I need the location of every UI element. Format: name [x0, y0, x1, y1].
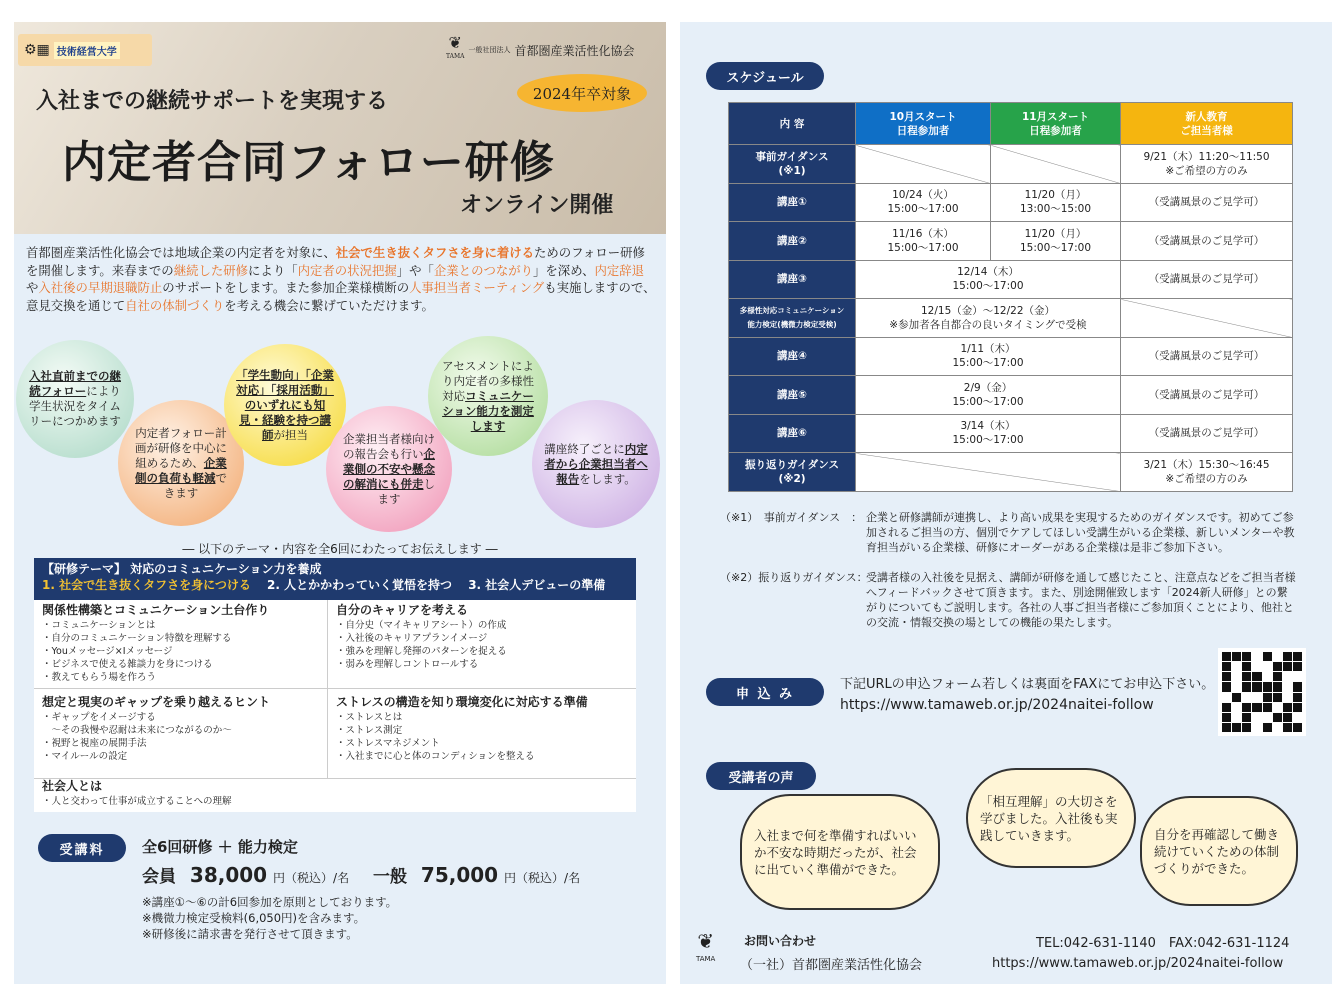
qr-module	[1283, 682, 1292, 691]
general-label: 一般	[373, 867, 407, 887]
qr-module	[1273, 713, 1282, 722]
apply-text: 下記URLの申込フォーム若しくは裏面をFAXにてお申込下さい。	[840, 677, 1215, 692]
schedule-cell: 事前ガイダンス (※1)	[729, 145, 856, 184]
intro-text: 首都圏産業活性化協会では地域企業の内定者を対象に、	[26, 245, 336, 260]
topic-item: ・入社後のキャリアプランイメージ	[336, 633, 488, 644]
circle-text: 企業側の負荷も軽減	[135, 455, 227, 485]
qr-module	[1242, 713, 1251, 722]
circle-text: 企業側の不安や懸念の解消にも併走	[343, 446, 435, 491]
footnote-1-key: （※1） 事前ガイダンス ：	[720, 511, 863, 524]
theme-point: 1. 社会で生き抜くタフさを身につける	[42, 578, 251, 592]
qr-module	[1263, 723, 1272, 732]
schedule-cell: 講座②	[729, 222, 856, 261]
qr-module	[1222, 652, 1231, 661]
qr-code-icon[interactable]	[1218, 648, 1306, 736]
feature-circle	[16, 340, 134, 458]
intro-text: 自社の体制づくり	[125, 297, 225, 313]
topic-item: ・自分史（マイキャリアシート）の作成	[336, 620, 507, 631]
schedule-row	[729, 299, 1293, 338]
qr-module	[1222, 672, 1231, 681]
intro-text: 企業とのつながり	[433, 262, 534, 278]
qr-module	[1283, 662, 1292, 671]
subtitle: 入社までの継続サポートを実現する	[36, 88, 389, 114]
fee-note: ※機微力検定受検料(6,050円)を含みます。	[142, 911, 366, 925]
tools-icon: ⚙▦	[24, 42, 50, 58]
intro-text: 内定者の状況把握	[297, 262, 397, 278]
schedule-cell: （受講風景のご見学可）	[1121, 414, 1293, 453]
qr-module	[1222, 682, 1231, 691]
intro-text: 人事担当者ミーティング	[409, 280, 545, 295]
schedule-cell: 11月スタート 日程参加者	[991, 103, 1121, 145]
university-logo-text: 技術経営大学	[54, 42, 120, 59]
topic-item: ・Youメッセージ×Iメッセージ	[42, 646, 173, 657]
qr-module	[1242, 693, 1251, 702]
circle-text: により学生状況をタイムリーにつかめます	[29, 384, 121, 428]
qr-module	[1252, 723, 1261, 732]
intro-text: を考える機会に繋げていただけます。	[224, 297, 434, 313]
schedule-cell: （受講風景のご見学可）	[1121, 222, 1293, 261]
qr-module	[1283, 652, 1292, 661]
theme-intro: ― 以下のテーマ・内容を全6回にわたってお伝えします ―	[182, 542, 498, 556]
schedule-cell: 多様性対応コミュニケーション 能力検定(機微力検定受検)	[729, 299, 856, 338]
schedule-row	[729, 222, 1293, 261]
fee-prices	[142, 862, 580, 887]
header-banner	[14, 22, 666, 234]
schedule-cell: 12/14（木） 15:00～17:00	[856, 260, 1121, 299]
schedule-cell: 講座⑥	[729, 414, 856, 453]
circle-text: します	[377, 476, 435, 506]
topic-title: 想定と現実のギャップを乗り越えるヒント	[42, 695, 271, 709]
qr-module	[1293, 682, 1302, 691]
intro-text: ためのフォロー研修を開催します。来春までの	[26, 245, 645, 278]
qr-module	[1252, 662, 1261, 671]
org-prefix: 一般社団法人	[468, 46, 511, 54]
qr-module	[1293, 723, 1302, 732]
qr-module	[1283, 703, 1292, 712]
qr-module	[1273, 662, 1282, 671]
right-page	[680, 22, 1332, 984]
online-label: オンライン開催	[460, 192, 614, 218]
qr-module	[1232, 693, 1241, 702]
circle-text: 「学生動向」「企業対応」「採用活動」のいずれにも知見・経験を持つ講師	[236, 367, 334, 442]
qr-module	[1222, 693, 1231, 702]
schedule-cell: 10月スタート 日程参加者	[856, 103, 991, 145]
circle-text: アセスメントにより内定者の多様性対応	[442, 358, 534, 403]
org-name: 首都圏産業活性化協会	[514, 43, 635, 58]
qr-module	[1242, 662, 1251, 671]
qr-module	[1263, 703, 1272, 712]
qr-module	[1222, 713, 1231, 722]
qr-module	[1263, 713, 1272, 722]
qr-module	[1283, 713, 1292, 722]
schedule-table	[728, 102, 1293, 492]
qr-module	[1293, 713, 1302, 722]
feature-circle	[428, 336, 548, 456]
contact-tel: TEL:042-631-1140 FAX:042-631-1124	[1036, 936, 1290, 951]
footnote-2-key: （※2）振り返りガイダンス：	[720, 571, 868, 584]
intro-text: も実施しますので、意見交換を通じて	[26, 280, 656, 313]
topic-item: ・マイルールの設定	[42, 751, 128, 762]
theme-point: 3. 社会人デビューの準備	[468, 578, 606, 592]
apply-label: 申 込 み	[706, 678, 824, 706]
university-logo	[18, 34, 152, 66]
intro-text: や	[26, 280, 39, 295]
intro-text: 内定辞退	[594, 262, 645, 278]
schedule-row	[729, 414, 1293, 453]
topic-item: ・自分のコミュニケーション特徴を理解する	[42, 633, 232, 644]
qr-module	[1293, 662, 1302, 671]
intro-text: 社会で生き抜くタフさを身に着ける	[335, 245, 535, 260]
tama-logo-icon: ❦ TAMA	[446, 36, 464, 64]
circle-text: コミュニケーション能力を測定します	[442, 388, 534, 433]
fee-notes	[142, 894, 397, 942]
schedule-cell: 講座④	[729, 337, 856, 376]
qr-module	[1222, 662, 1231, 671]
qr-module	[1232, 703, 1241, 712]
qr-module	[1252, 713, 1261, 722]
topic-item: ・入社までに心と体のコンディションを整える	[336, 751, 535, 762]
fee-label: 受講料	[38, 834, 126, 862]
qr-module	[1252, 652, 1261, 661]
target-badge: 2024年卒対象	[517, 74, 647, 112]
price-unit: 円（税込）/名	[273, 871, 350, 885]
qr-module	[1283, 723, 1292, 732]
qr-module	[1293, 693, 1302, 702]
intro-text: のサポートをします。また参加企業様横断の	[162, 280, 410, 295]
member-price: 38,000	[189, 863, 268, 887]
intro-text: 継続した研修	[173, 262, 249, 278]
schedule-cell: 12/15（金）～12/22（金） ※参加者各自都合の良いタイミングで受検	[856, 299, 1121, 338]
footnote-2-text: 受講者様の入社後を見据え、講師が研修を通して感じたこと、注意点などをご担当者様へフィードバックさせて頂きます。また、別途開催致します「2024新人研修」との繋がりについてもご説明します。各社の人事ご担当者様にご参加頂くことにより、他社との交流・情報交換の場としての機能の果たします。	[866, 571, 1296, 629]
topic-item: ・コミュニケーションとは	[42, 620, 156, 631]
schedule-cell: 11/20（月） 13:00～15:00	[991, 183, 1121, 222]
circle-text: できます	[163, 470, 227, 500]
tama-logo-text: TAMA	[446, 53, 465, 60]
circle-text: をします。	[579, 471, 636, 486]
circle-text: 企業担当者様向けの報告会も行い	[343, 431, 435, 461]
tama-logo-text: TAMA	[696, 955, 716, 963]
fee-note: ※研修後に請求書を発行させて頂きます。	[142, 927, 358, 941]
intro-text: 」や「	[396, 262, 434, 278]
schedule-cell: 11/20（月） 15:00～17:00	[991, 222, 1121, 261]
qr-module	[1232, 662, 1241, 671]
schedule-row	[729, 337, 1293, 376]
qr-module	[1252, 703, 1261, 712]
footnote-1-text: 企業と研修講師が連携し、より高い成果を実現するためのガイダンスです。初めてご参加されるご担当の方、個別でケアしてほしい受講生がいる企業様、新しいメンターや教育担当がいる企業様、研修にオーダーがある企業様は是非ご参加下さい。	[866, 511, 1295, 554]
topic-item: ・ストレス測定	[336, 725, 403, 736]
schedule-header-row	[729, 103, 1293, 145]
schedule-cell: 講座①	[729, 183, 856, 222]
schedule-cell: （受講風景のご見学可）	[1121, 183, 1293, 222]
apply-url[interactable]: https://www.tamaweb.or.jp/2024naitei-follow	[840, 697, 1154, 713]
general-price: 75,000	[420, 863, 499, 887]
price-unit: 円（税込）/名	[504, 871, 581, 885]
qr-module	[1252, 693, 1261, 702]
voice-cloud: 自分を再確認して働き続けていくための体制づくりができた。	[1140, 796, 1298, 906]
intro-text: 入社後の早期退職防止	[38, 280, 163, 295]
topic-item: ・人と交わって仕事が成立することへの理解	[42, 796, 232, 807]
intro-text: により「	[248, 262, 298, 278]
qr-module	[1232, 652, 1241, 661]
qr-module	[1242, 703, 1251, 712]
schedule-cell: 9/21（木）11:20～11:50 ※ご希望の方のみ	[1121, 145, 1293, 184]
topic-item: ・弱みを理解しコントロールする	[336, 659, 479, 670]
qr-module	[1263, 682, 1272, 691]
schedule-cell: 内 容	[729, 103, 856, 145]
schedule-cell: 11/16（木） 15:00～17:00	[856, 222, 991, 261]
qr-module	[1222, 723, 1231, 732]
schedule-cell	[991, 145, 1121, 184]
topic-title: ストレスの構造を知り環境変化に対応する準備	[336, 695, 588, 709]
voice-cloud: 入社まで何を準備すればいいか不安な時期だったが、社会に出ていく準備ができた。	[740, 794, 940, 910]
topic-block	[42, 696, 322, 763]
schedule-row	[729, 145, 1293, 184]
topic-block	[42, 780, 622, 808]
qr-module	[1293, 703, 1302, 712]
schedule-row	[729, 453, 1293, 492]
schedule-cell: 3/14（木） 15:00～17:00	[856, 414, 1121, 453]
circle-text: 講座終了ごとに	[544, 441, 625, 456]
org-header	[446, 33, 635, 64]
intro-paragraph	[26, 244, 656, 314]
page-title: 内定者合同フォロー研修	[62, 137, 555, 188]
theme-heading: 【研修テーマ】 対応のコミュニケーション力を養成	[42, 562, 322, 576]
left-page	[14, 22, 666, 984]
schedule-cell: 新人教育 ご担当者様	[1121, 103, 1293, 145]
topic-title: 関係性構築とコミュニケーション土台作り	[42, 603, 270, 617]
circle-text: 入社直前までの継続フォロー	[29, 369, 121, 398]
topic-item: ・ギャップをイメージする	[42, 712, 156, 723]
contact-url[interactable]: https://www.tamaweb.or.jp/2024naitei-follow	[992, 956, 1284, 971]
schedule-cell: （受講風景のご見学可）	[1121, 376, 1293, 415]
topic-title: 自分のキャリアを考える	[336, 603, 469, 617]
qr-module	[1273, 672, 1282, 681]
topic-item: ・ビジネスで使える雑談力を身につける	[42, 659, 213, 670]
topic-block	[336, 604, 626, 671]
schedule-row	[729, 376, 1293, 415]
schedule-cell: 3/21（木）15:30～16:45 ※ご希望の方のみ	[1121, 453, 1293, 492]
qr-module	[1252, 672, 1261, 681]
qr-module	[1263, 672, 1272, 681]
schedule-label: スケジュール	[706, 62, 824, 90]
member-label: 会員	[142, 867, 176, 887]
fee-note: ※講座①～⑥の計6回参加を原則としております。	[142, 895, 398, 909]
schedule-cell: （受講風景のご見学可）	[1121, 260, 1293, 299]
schedule-cell: 振り返りガイダンス (※2)	[729, 453, 856, 492]
qr-module	[1232, 672, 1241, 681]
schedule-cell	[1121, 299, 1293, 338]
schedule-cell: 講座③	[729, 260, 856, 299]
circle-text: 内定者から企業担当者へ報告	[544, 441, 648, 486]
qr-module	[1242, 723, 1251, 732]
qr-module	[1273, 682, 1282, 691]
schedule-cell: 1/11（木） 15:00～17:00	[856, 337, 1121, 376]
topic-item: ・視野と視座の展開手法	[42, 738, 147, 749]
schedule-cell: 2/9（金） 15:00～17:00	[856, 376, 1121, 415]
tama-logo-icon: ❦ TAMA	[696, 932, 715, 968]
schedule-cell	[856, 145, 991, 184]
schedule-row	[729, 260, 1293, 299]
schedule-cell	[856, 453, 1121, 492]
qr-module	[1242, 682, 1251, 691]
theme-point: 2. 人とかかわっていく覚悟を持つ	[267, 578, 453, 592]
schedule-cell: （受講風景のご見学可）	[1121, 337, 1293, 376]
qr-module	[1232, 713, 1241, 722]
feature-circle	[224, 344, 346, 466]
topic-block	[42, 604, 322, 684]
qr-module	[1273, 652, 1282, 661]
qr-module	[1273, 703, 1282, 712]
topic-title: 社会人とは	[42, 779, 103, 793]
theme-box	[34, 558, 636, 812]
contact-label: お問い合わせ	[744, 934, 817, 948]
qr-module	[1263, 662, 1272, 671]
topic-item: ・強みを理解し発揮のパターンを捉える	[336, 646, 507, 657]
circle-text: 内定者フォロー計画が研修を中心に組めるため、	[135, 425, 227, 470]
topic-item: ・ストレスマネジメント	[336, 738, 440, 749]
qr-module	[1222, 703, 1231, 712]
qr-module	[1283, 693, 1292, 702]
voices-label: 受講者の声	[706, 762, 816, 790]
qr-module	[1273, 693, 1282, 702]
qr-module	[1232, 682, 1241, 691]
schedule-cell: 講座⑤	[729, 376, 856, 415]
qr-module	[1252, 682, 1261, 691]
qr-module	[1263, 693, 1272, 702]
fee-title: 全6回研修 ＋ 能力検定	[142, 838, 298, 856]
schedule-row	[729, 183, 1293, 222]
voice-cloud: 「相互理解」の大切さを学びました。入社後も実践していきます。	[966, 768, 1136, 868]
qr-module	[1273, 723, 1282, 732]
contact-org: （一社）首都圏産業活性化協会	[740, 958, 923, 973]
topic-block	[336, 696, 626, 763]
qr-module	[1242, 652, 1251, 661]
schedule-cell: 10/24（火） 15:00～17:00	[856, 183, 991, 222]
feature-circle	[326, 406, 452, 532]
feature-circle	[532, 400, 660, 528]
qr-module	[1293, 672, 1302, 681]
topic-item: ・ストレスとは	[336, 712, 403, 723]
qr-module	[1263, 652, 1272, 661]
circle-text: が担当	[273, 427, 308, 442]
qr-module	[1293, 652, 1302, 661]
qr-module	[1283, 672, 1292, 681]
theme-header	[34, 558, 636, 600]
intro-text: 」を深め、	[533, 262, 595, 278]
qr-module	[1232, 723, 1241, 732]
theme-points	[42, 577, 628, 593]
topic-item: ・教えてもらう場を作ろう	[42, 672, 157, 683]
qr-module	[1242, 672, 1251, 681]
topic-item: ～その我慢や忍耐は未来につながるのか～	[42, 725, 232, 736]
